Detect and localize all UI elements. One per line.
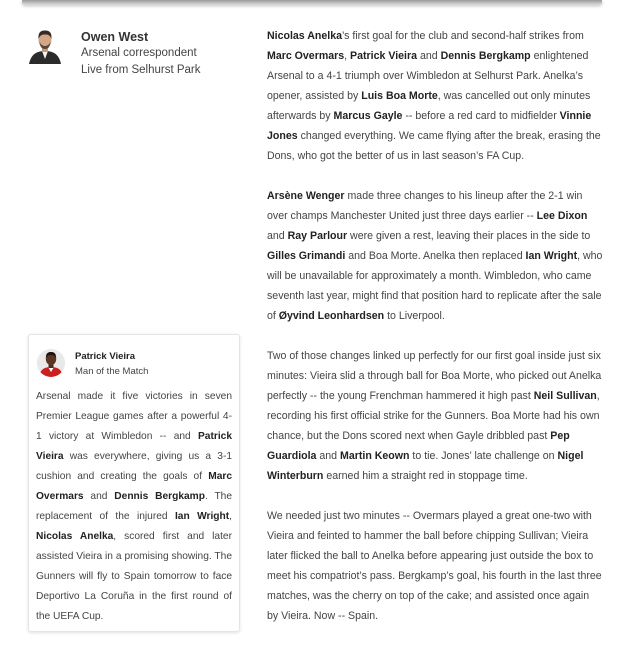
player-name: Lee Dixon [536,210,588,222]
text-run: and [316,450,341,462]
player-name: Patrick Vieira [36,431,232,462]
motm-avatar [37,349,65,377]
player-name: Dennis Bergkamp [440,50,531,62]
motm-title: Man of the Match [75,366,149,377]
player-name: Marc Overmars [267,50,345,62]
text-run: and Boa Morte. Anelka then replaced [345,250,526,262]
player-name: Ian Wright [525,250,578,262]
player-name: Martin Keown [340,450,410,462]
author-location: Live from Selhurst Park [81,64,201,76]
text-run: and [83,491,115,502]
player-name: Neil Sullivan [533,390,597,402]
text-run: , scored first and later assisted Vieira in a promising showing. The Gunners will fly to Spain tomorrow to face Deportivo La Coruña in the first round of the UEFA Cup. [36,531,232,622]
player-name: Øyvind Leonhardsen [278,310,385,322]
author-avatar [28,28,62,64]
report-paragraph [267,186,603,326]
player-name: Nigel Winterburn [267,450,584,482]
player-name: Dennis Bergkamp [114,491,205,502]
text-run: Arsenal made it five victories in seven Premier League games after a powerful 4-1 victory at Wimbledon -- and [36,391,232,442]
text-run: earned him a straight red in stoppage time. [323,470,528,482]
player-name: Arsène Wenger [267,190,345,202]
text-run: , was cancelled out only minutes afterwards by [267,90,591,122]
player-name: Marcus Gayle [333,110,403,122]
player-name: Ray Parlour [287,230,348,242]
motm-name: Patrick Vieira [75,351,136,362]
text-run: to tie. Jones’ late challenge on [409,450,558,462]
report-paragraph [267,506,603,626]
text-run: -- before a red card to midfielder [402,110,560,122]
author-role: Arsenal correspondent [81,47,197,59]
player-name: Luis Boa Morte [361,90,438,102]
man-of-the-match-card [28,334,240,632]
text-run: We needed just two minutes -- Overmars played a great one-two with Vieira and feinted to hammer the ball before chipping Sullivan; Vieira later flicked the ball to Anelka before appearing just outside the box to meet his compatriot’s pass. Bergkamp’s goal, his fourth in the last three matches, was the cherry on top of the cake; and assisted once again by Vieira. Now -- Spain. [267,510,602,622]
text-run: and [267,230,288,242]
player-name: Marc Overmars [36,471,232,502]
report-paragraph [267,26,603,166]
report-paragraph [267,346,603,486]
motm-summary [36,387,232,627]
player-name: Gilles Grimandi [267,250,346,262]
text-run: made three changes to his lineup after the 2-1 win over champs Manchester United just three days earlier -- [267,190,583,222]
author-block [28,28,248,90]
player-name: Pep Guardiola [267,430,570,462]
text-run: was everywhere, giving us a 3-1 cushion and creating the goals of [36,451,232,482]
player-name: Nicolas Anelka [267,30,342,42]
player-name: Vinnie Jones [267,110,592,142]
text-run: were given a rest, leaving their places in the side to [347,230,591,242]
match-report [267,26,603,646]
text-run: to Liverpool. [384,310,445,322]
player-name: Nicolas Anelka [36,531,114,542]
text-run: , who will be unavailable for approximately a month. Wimbledon, who came seventh last year, might find that position hard to replicate after the sale of [267,250,603,322]
author-name: Owen West [81,30,149,44]
text-run: . The replacement of the injured [36,491,233,522]
text-run: changed everything. We came flying after the break, erasing the Dons, who got the better of us in last season’s FA Cup. [267,130,601,162]
text-run: enlightened Arsenal to a 4-1 triumph over Wimbledon at Selhurst Park. Anelka’s opener, assisted by [267,50,589,102]
player-name: Ian Wright [174,511,230,522]
text-run: Two of those changes linked up perfectly for our first goal inside just six minutes: Vieira slid a through ball for Boa Morte, who picked out Anelka perfectly -- the young Frenchman hammered it high past [267,350,602,402]
top-bar [22,0,602,5]
text-run: ’s first goal for the club and second-half strikes from [341,30,584,42]
text-run: , recording his first official strike for the Gunners. Boa Morte had his own chance, but the Dons scored next when Gayle dribbled past [267,390,600,442]
text-run: , [229,511,232,522]
text-run: and [417,50,441,62]
player-name: Patrick Vieira [350,50,417,62]
text-run: , [344,50,351,62]
